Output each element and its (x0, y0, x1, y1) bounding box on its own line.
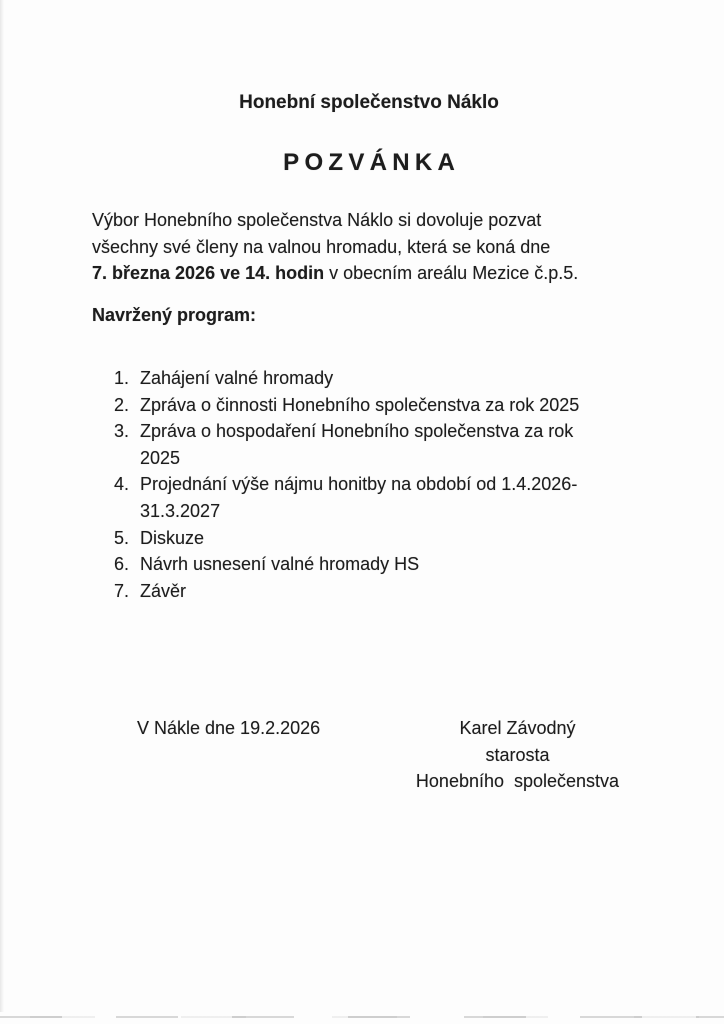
signatory-role: starosta (485, 744, 550, 765)
signatory-organization: Honebního společenstva (415, 771, 620, 792)
program-item-1 (114, 365, 579, 392)
program-item-text: Diskuze (140, 527, 205, 548)
program-list (114, 365, 579, 604)
program-item-number: 6. (114, 554, 130, 575)
program-item-7 (114, 578, 579, 605)
program-item-4-continuation: 31.3.2027 (140, 500, 221, 521)
signature-block (415, 715, 620, 795)
program-item-number: 3. (114, 421, 130, 442)
intro-paragraph (92, 207, 578, 287)
program-item-4 (114, 471, 579, 498)
program-item-6 (114, 551, 579, 578)
program-item-text: Zahájení valné hromady (140, 368, 334, 388)
event-datetime: 7. března 2026 ve 14. hodin (92, 263, 325, 284)
program-item-text: Projednání výše nájmu honitby na období od 1.4.2026- (140, 474, 578, 495)
program-item-text: Zpráva o hospodaření Honebního společenstva za rok (140, 421, 574, 442)
program-item-number: 7. (114, 580, 130, 601)
program-heading: Navržený program: (92, 305, 257, 325)
organization-title: Honební společenstvo Náklo (239, 92, 499, 113)
program-item-number: 5. (114, 527, 130, 548)
program-item-2 (114, 392, 579, 419)
program-item-3-continuation: 2025 (140, 447, 181, 468)
intro-line-3 (92, 260, 578, 287)
invitation-heading: POZVÁNKA (283, 149, 461, 176)
program-item-number: 4. (114, 474, 130, 495)
scan-left-edge-artifact (0, 0, 4, 1012)
program-item-number: 1. (114, 368, 130, 388)
intro-line-1: Výbor Honebního společenstva Náklo si dovoluje pozvat (92, 210, 542, 230)
program-item-text: Zpráva o činnosti Honebního společenstva za rok 2025 (140, 394, 580, 415)
scan-bottom-edge-artifact (0, 1016, 724, 1018)
event-location: v obecním areálu Mezice č.p.5. (324, 263, 579, 284)
place-and-date: V Nákle dne 19.2.2026 (137, 718, 321, 738)
program-item-text: Návrh usnesení valné hromady HS (140, 554, 420, 575)
program-item-text: Závěr (140, 580, 187, 601)
intro-line-2: všechny své členy na valnou hromadu, která se koná dne (92, 236, 551, 257)
program-item-number: 2. (114, 394, 130, 415)
signatory-name: Karel Závodný (459, 718, 576, 738)
program-item-5 (114, 525, 579, 552)
program-item-3 (114, 418, 579, 445)
